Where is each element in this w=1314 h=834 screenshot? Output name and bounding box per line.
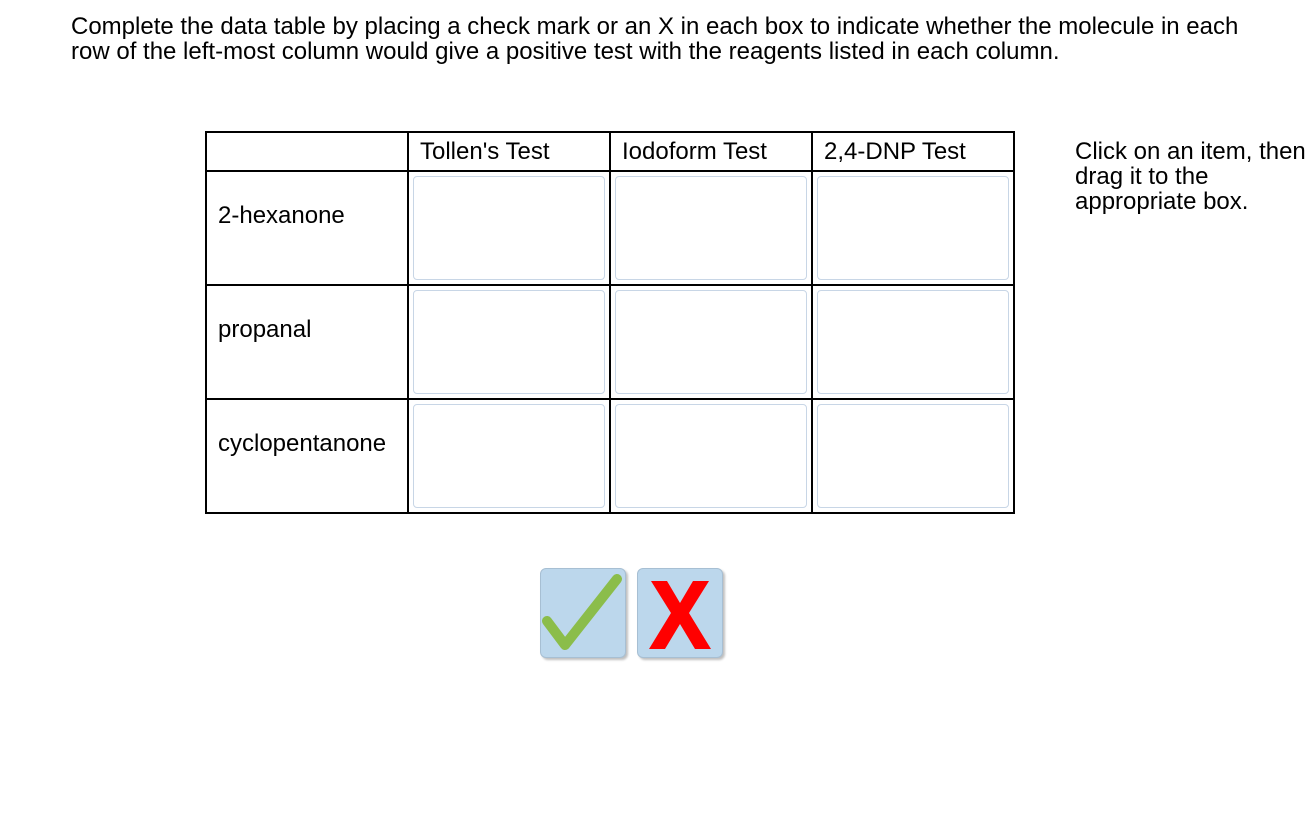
- header-row: [206, 132, 1014, 171]
- column-header-iodoform: Iodoform Test: [610, 132, 812, 171]
- row-label-2-hexanone: [206, 171, 408, 285]
- drop-zone-2-hexanone-dnp[interactable]: [817, 176, 1009, 280]
- data-table: [205, 131, 1015, 514]
- column-header-tollens: Tollen's Test: [408, 132, 610, 171]
- check-mark-token[interactable]: [540, 568, 626, 658]
- table-cell: [812, 171, 1014, 285]
- table-cell: [812, 285, 1014, 399]
- row-label-text: propanal: [218, 316, 312, 343]
- row-label-cyclopentanone: [206, 399, 408, 513]
- drop-zone-2-hexanone-iodoform[interactable]: [615, 176, 807, 280]
- table-cell: [408, 399, 610, 513]
- column-header-dnp: 2,4-DNP Test: [812, 132, 1014, 171]
- check-mark-icon: [541, 569, 625, 657]
- table-cell: [610, 285, 812, 399]
- x-mark-icon: [638, 569, 722, 657]
- drop-zone-cyclopentanone-dnp[interactable]: [817, 404, 1009, 508]
- drag-hint-text: Click on an item, then drag it to the appropriate box.: [1075, 138, 1306, 215]
- table-row: [206, 399, 1014, 513]
- table-cell: [812, 399, 1014, 513]
- table-cell: [408, 285, 610, 399]
- drop-zone-propanal-dnp[interactable]: [817, 290, 1009, 394]
- row-label-text: 2-hexanone: [218, 202, 345, 229]
- row-label-text: cyclopentanone: [218, 430, 387, 457]
- drop-zone-cyclopentanone-iodoform[interactable]: [615, 404, 807, 508]
- corner-header: [206, 132, 408, 171]
- x-mark-token[interactable]: [637, 568, 723, 658]
- drop-zone-2-hexanone-tollens[interactable]: [413, 176, 605, 280]
- table-cell: [610, 171, 812, 285]
- drop-zone-propanal-tollens[interactable]: [413, 290, 605, 394]
- row-label-propanal: [206, 285, 408, 399]
- drop-zone-cyclopentanone-tollens[interactable]: [413, 404, 605, 508]
- table-cell: [408, 171, 610, 285]
- table-cell: [610, 399, 812, 513]
- table-row: [206, 285, 1014, 399]
- table-row: [206, 171, 1014, 285]
- instructions-text: Complete the data table by placing a check mark or an X in each box to indicate whether the molecule in each row of the left-most column would give a positive test with the reagents listed in each column.: [71, 13, 1239, 65]
- drop-zone-propanal-iodoform[interactable]: [615, 290, 807, 394]
